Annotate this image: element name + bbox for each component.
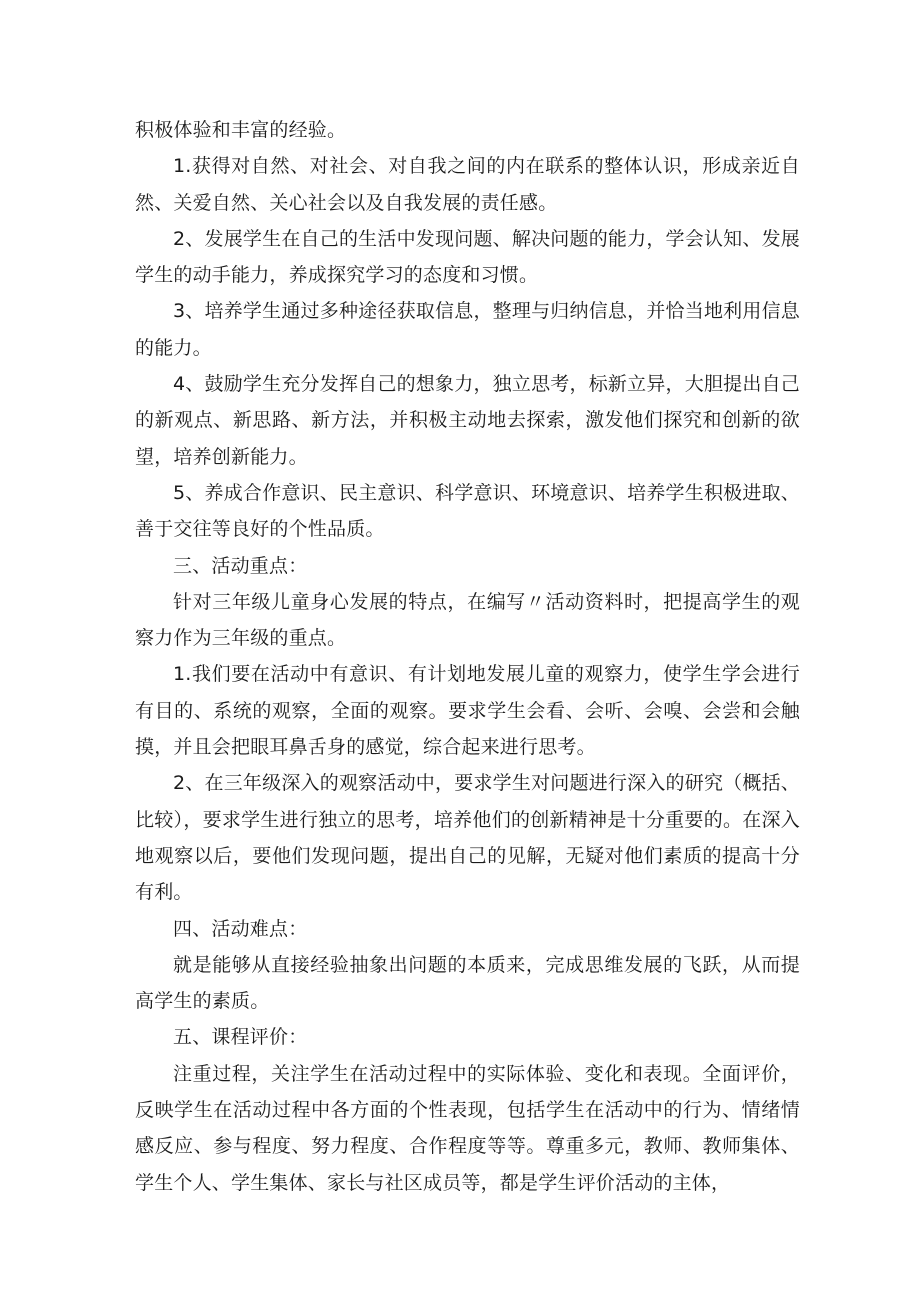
focus-intro-paragraph: 针对三年级儿童身心发展的特点，在编写〃活动资料时，把提高学生的观察力作为三年级的重点。: [135, 590, 800, 650]
section-heading-course-evaluation: 五、课程评价：: [173, 1026, 308, 1049]
objective-1-paragraph: 1.获得对自然、对社会、对自我之间的内在联系的整体认识，形成亲近自然、关爱自然、关心社会以及自我发展的责任感。: [135, 155, 800, 214]
document-body: [135, 112, 800, 1201]
focus-1-paragraph: 1.我们要在活动中有意识、有计划地发展儿童的观察力，使学生学会进行有目的、系统的观察，全面的观察。要求学生会看、会听、会嗅、会尝和会触摸，并且会把眼耳鼻舌身的感觉，综合起来进行思考。: [135, 663, 800, 759]
evaluation-paragraph: 注重过程，关注学生在活动过程中的实际体验、变化和表现。全面评价，反映学生在活动过程中各方面的个性表现，包括学生在活动中的行为、情绪情感反应、参与程度、努力程度、合作程度等等。尊重多元，教师、教师集体、学生个人、学生集体、家长与社区成员等，都是学生评价活动的主体，: [135, 1062, 800, 1194]
paragraph-continued: 积极体验和丰富的经验。: [135, 119, 347, 141]
section-heading-activity-difficulty: 四、活动难点：: [173, 917, 308, 940]
focus-2-paragraph: 2、在三年级深入的观察活动中，要求学生对问题进行深入的研究（概括、比较），要求学生进行独立的思考，培养他们的创新精神是十分重要的。在深入地观察以后，要他们发现问题，提出自己的见解，无疑对他们素质的提高十分有利。: [135, 772, 800, 904]
objective-4-paragraph: 4、鼓励学生充分发挥自己的想象力，独立思考，标新立异，大胆提出自己的新观点、新思路、新方法，并积极主动地去探索，激发他们探究和创新的欲望，培养创新能力。: [135, 373, 800, 468]
objective-3-paragraph: 3、培养学生通过多种途径获取信息，整理与归纳信息，并恰当地利用信息的能力。: [135, 300, 800, 359]
section-heading-activity-focus: 三、活动重点：: [173, 554, 308, 577]
objective-2-paragraph: 2、发展学生在自己的生活中发现问题、解决问题的能力，学会认知、发展学生的动手能力，养成探究学习的态度和习惯。: [135, 227, 800, 287]
difficulty-paragraph: 就是能够从直接经验抽象出问题的本质来，完成思维发展的飞跃，从而提高学生的素质。: [135, 953, 800, 1013]
objective-5-paragraph: 5、养成合作意识、民主意识、科学意识、环境意识、培养学生积极进取、善于交往等良好的个性品质。: [135, 481, 800, 541]
